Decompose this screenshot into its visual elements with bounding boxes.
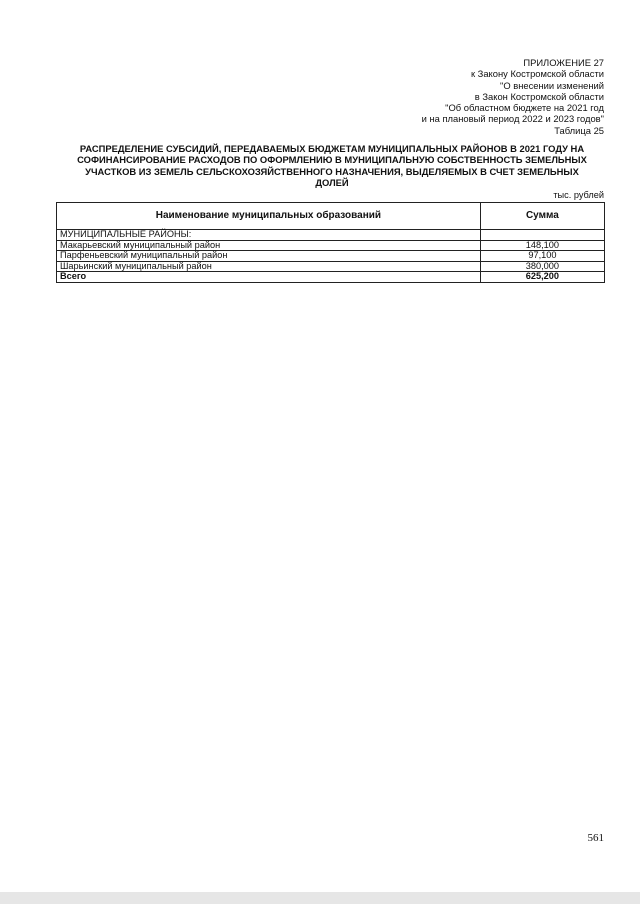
title-line: УЧАСТКОВ ИЗ ЗЕМЕЛЬ СЕЛЬСКОХОЗЯЙСТВЕННОГО НАЗНАЧЕНИЯ, ВЫДЕЛЯЕМЫХ В СЧЕТ ЗЕМЕЛЬНЫХ bbox=[85, 165, 579, 177]
district-name: Парфеньевский муниципальный район bbox=[57, 251, 481, 262]
appendix-header bbox=[422, 57, 604, 136]
section-sum-cell bbox=[480, 230, 604, 241]
table-header-row bbox=[57, 203, 605, 230]
title-line: СОФИНАНСИРОВАНИЕ РАСХОДОВ ПО ОФОРМЛЕНИЮ В МУНИЦИПАЛЬНУЮ СОБСТВЕННОСТЬ ЗЕМЕЛЬНЫХ bbox=[77, 154, 587, 166]
subsidy-table bbox=[56, 202, 605, 283]
appendix-line: и на плановый период 2022 и 2023 годов" bbox=[421, 113, 604, 125]
title-line: ДОЛЕЙ bbox=[315, 177, 349, 189]
section-row bbox=[57, 230, 605, 241]
table-number: Таблица 25 bbox=[554, 124, 604, 136]
table-row bbox=[57, 261, 605, 272]
title-line: РАСПРЕДЕЛЕНИЕ СУБСИДИЙ, ПЕРЕДАВАЕМЫХ БЮДЖЕТАМ МУНИЦИПАЛЬНЫХ РАЙОНОВ В 2021 ГОДУ НА bbox=[79, 143, 585, 154]
total-label: Всего bbox=[57, 272, 481, 283]
district-name: Макарьевский муниципальный район bbox=[57, 240, 481, 251]
appendix-line: ПРИЛОЖЕНИЕ 27 bbox=[523, 57, 604, 68]
district-sum: 148,100 bbox=[480, 240, 604, 251]
district-sum: 97,100 bbox=[480, 251, 604, 262]
appendix-line: "О внесении изменений bbox=[500, 79, 604, 91]
appendix-line: в Закон Костромской области bbox=[474, 90, 604, 102]
district-sum: 380,000 bbox=[480, 261, 604, 272]
table-row bbox=[57, 251, 605, 262]
appendix-line: к Закону Костромской области bbox=[470, 68, 604, 80]
column-header-name: Наименование муниципальных образований bbox=[57, 203, 481, 230]
document-title bbox=[62, 143, 602, 189]
table-row bbox=[57, 240, 605, 251]
section-label: МУНИЦИПАЛЬНЫЕ РАЙОНЫ: bbox=[57, 230, 481, 241]
bottom-strip bbox=[0, 892, 640, 904]
district-name: Шарьинский муниципальный район bbox=[57, 261, 481, 272]
units-label: тыс. рублей bbox=[553, 190, 604, 200]
column-header-sum: Сумма bbox=[480, 203, 604, 230]
total-sum: 625,200 bbox=[480, 272, 604, 283]
total-row bbox=[57, 272, 605, 283]
appendix-line: "Об областном бюджете на 2021 год bbox=[445, 102, 604, 114]
page-number: 561 bbox=[587, 832, 604, 844]
